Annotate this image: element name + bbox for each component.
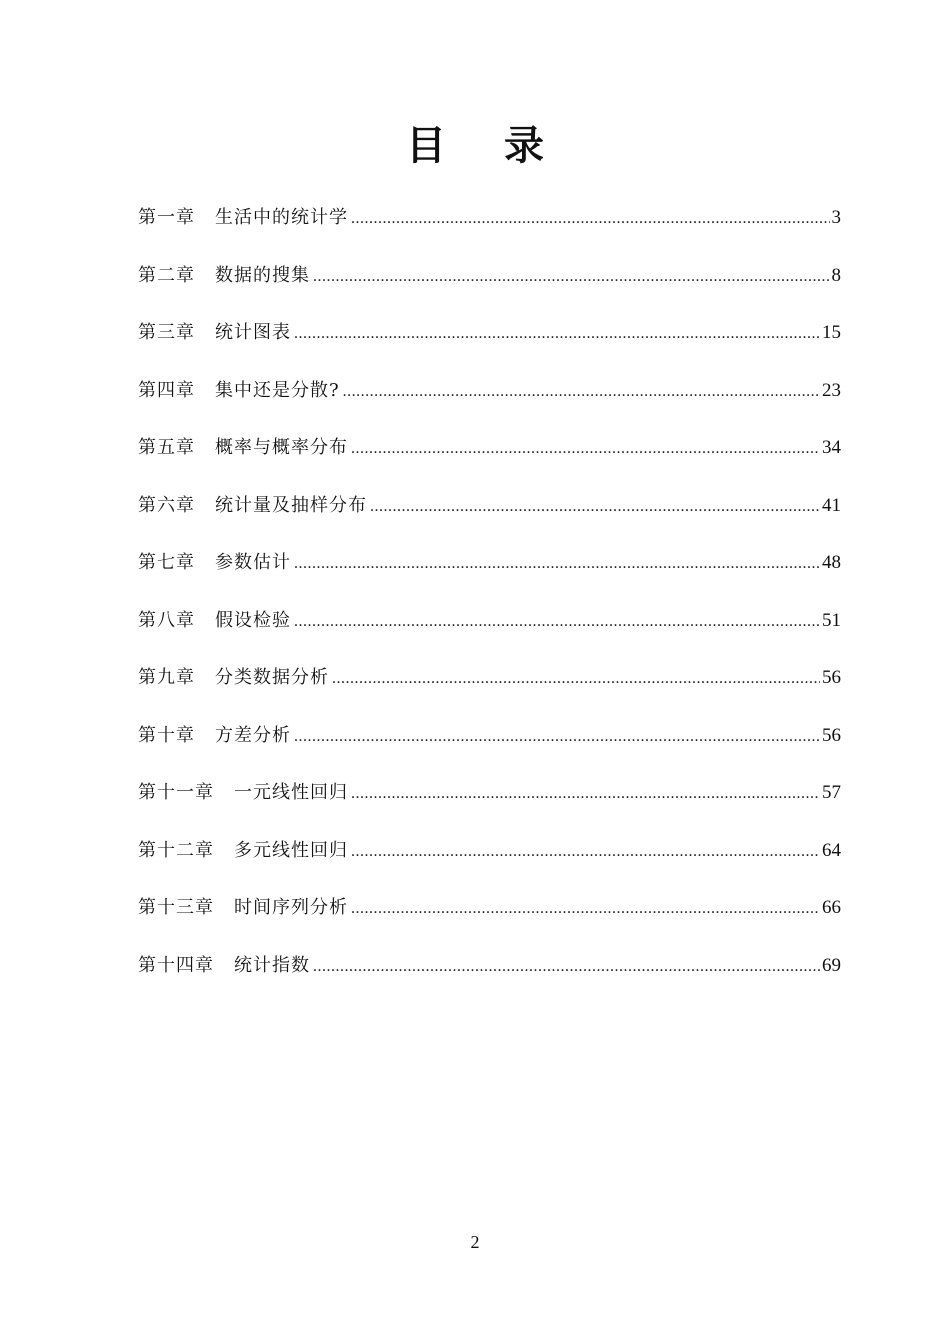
toc-entry[interactable] [138, 484, 841, 542]
toc-entry[interactable] [138, 886, 841, 944]
chapter-page: 57 [822, 782, 841, 803]
dot-leader [313, 255, 830, 299]
chapter-title: 分类数据分析 [215, 667, 329, 688]
table-of-contents [138, 196, 841, 1001]
chapter-page: 56 [822, 667, 841, 688]
chapter-title: 统计图表 [215, 322, 291, 343]
chapter-page: 41 [822, 494, 841, 516]
chapter-page: 34 [822, 437, 841, 458]
dot-leader [351, 427, 820, 471]
chapter-number: 第十三章 [138, 897, 214, 918]
toc-entry[interactable] [138, 714, 841, 772]
chapter-title: 参数估计 [215, 552, 291, 573]
chapter-page: 66 [822, 897, 841, 918]
toc-entry[interactable] [138, 656, 841, 714]
chapter-title: 时间序列分析 [234, 897, 348, 918]
dot-leader [351, 772, 820, 816]
chapter-number: 第七章 [138, 552, 195, 573]
chapter-title: 统计量及抽样分布 [215, 494, 367, 516]
toc-entry[interactable] [138, 369, 841, 427]
chapter-number: 第十章 [138, 724, 195, 746]
chapter-number: 第十二章 [138, 839, 214, 861]
chapter-title: 一元线性回归 [234, 782, 348, 803]
chapter-number: 第四章 [138, 379, 195, 401]
dot-leader [294, 312, 820, 356]
chapter-page: 23 [822, 379, 841, 401]
chapter-number: 第五章 [138, 437, 195, 458]
chapter-number: 第十一章 [138, 782, 214, 803]
chapter-number: 第三章 [138, 322, 195, 343]
chapter-page: 48 [822, 552, 841, 573]
chapter-number: 第九章 [138, 667, 195, 688]
chapter-title: 数据的搜集 [215, 264, 310, 286]
dot-leader [294, 715, 820, 759]
toc-entry[interactable] [138, 254, 841, 312]
toc-entry[interactable] [138, 829, 841, 887]
toc-entry[interactable] [138, 944, 841, 1002]
chapter-page: 3 [831, 207, 841, 228]
chapter-page: 15 [822, 322, 841, 343]
dot-leader [294, 542, 820, 586]
toc-entry[interactable] [138, 599, 841, 657]
toc-entry[interactable] [138, 311, 841, 369]
chapter-number: 第十四章 [138, 954, 214, 976]
chapter-number: 第一章 [138, 207, 195, 228]
toc-entry[interactable] [138, 771, 841, 829]
chapter-number: 第二章 [138, 264, 195, 286]
chapter-title: 多元线性回归 [234, 839, 348, 861]
dot-leader [294, 600, 820, 644]
dot-leader [370, 485, 820, 529]
dot-leader [351, 887, 820, 931]
dot-leader [351, 197, 830, 241]
chapter-page: 56 [822, 724, 841, 746]
chapter-title: 方差分析 [215, 724, 291, 746]
dot-leader [351, 830, 820, 874]
toc-entry[interactable] [138, 541, 841, 599]
page-number: 2 [470, 1232, 480, 1252]
chapter-title: 集中还是分散? [215, 379, 340, 401]
chapter-page: 8 [831, 264, 841, 286]
chapter-page: 69 [822, 954, 841, 976]
dot-leader [313, 945, 820, 989]
chapter-title: 假设检验 [215, 609, 291, 631]
toc-entry[interactable] [138, 426, 841, 484]
chapter-title: 统计指数 [234, 954, 310, 976]
chapter-number: 第六章 [138, 494, 195, 516]
dot-leader [343, 370, 820, 414]
chapter-title: 生活中的统计学 [215, 207, 348, 228]
page-title: 目录 [406, 123, 602, 169]
chapter-number: 第八章 [138, 609, 195, 631]
toc-entry[interactable] [138, 196, 841, 254]
chapter-page: 64 [822, 839, 841, 861]
chapter-title: 概率与概率分布 [215, 437, 348, 458]
dot-leader [332, 657, 820, 701]
chapter-page: 51 [822, 609, 841, 631]
